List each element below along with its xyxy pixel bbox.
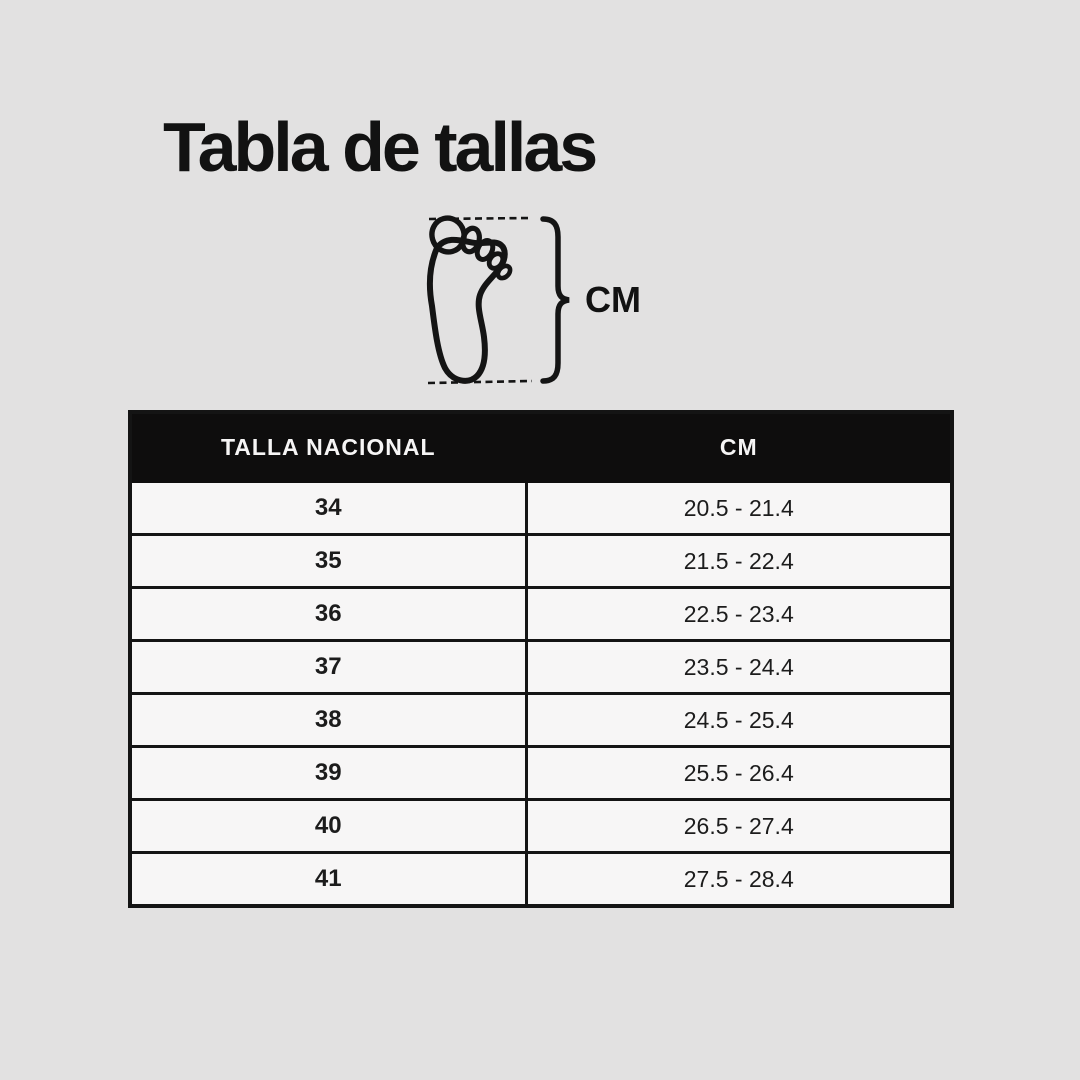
size-cell: 37 <box>130 641 526 694</box>
curly-brace-icon <box>543 219 569 381</box>
table-row <box>130 853 952 907</box>
table-row <box>130 482 952 535</box>
size-cell: 40 <box>130 800 526 853</box>
foot-outline-icon <box>428 214 512 380</box>
cm-range-cell: 21.5 - 22.4 <box>526 535 952 588</box>
size-cell: 38 <box>130 694 526 747</box>
page-title: Tabla de tallas <box>163 108 596 186</box>
size-cell: 36 <box>130 588 526 641</box>
size-cell: 41 <box>130 853 526 907</box>
table-row <box>130 800 952 853</box>
size-cell: 35 <box>130 535 526 588</box>
column-header-talla-nacional: TALLA NACIONAL <box>130 412 526 482</box>
cm-range-cell: 27.5 - 28.4 <box>526 853 952 907</box>
table-header-row <box>130 412 952 482</box>
table-row <box>130 641 952 694</box>
column-header-cm: CM <box>526 412 952 482</box>
size-cell: 34 <box>130 482 526 535</box>
cm-range-cell: 26.5 - 27.4 <box>526 800 952 853</box>
cm-range-cell: 22.5 - 23.4 <box>526 588 952 641</box>
cm-measurement-label: CM <box>585 279 641 320</box>
size-cell: 39 <box>130 747 526 800</box>
table-row <box>130 588 952 641</box>
cm-range-cell: 23.5 - 24.4 <box>526 641 952 694</box>
cm-range-cell: 25.5 - 26.4 <box>526 747 952 800</box>
table-row <box>130 535 952 588</box>
size-table <box>128 410 954 908</box>
measurement-dashed-line-bottom <box>428 381 532 383</box>
cm-range-cell: 24.5 - 25.4 <box>526 694 952 747</box>
foot-measurement-illustration <box>415 206 655 396</box>
table-row <box>130 747 952 800</box>
cm-range-cell: 20.5 - 21.4 <box>526 482 952 535</box>
table-row <box>130 694 952 747</box>
